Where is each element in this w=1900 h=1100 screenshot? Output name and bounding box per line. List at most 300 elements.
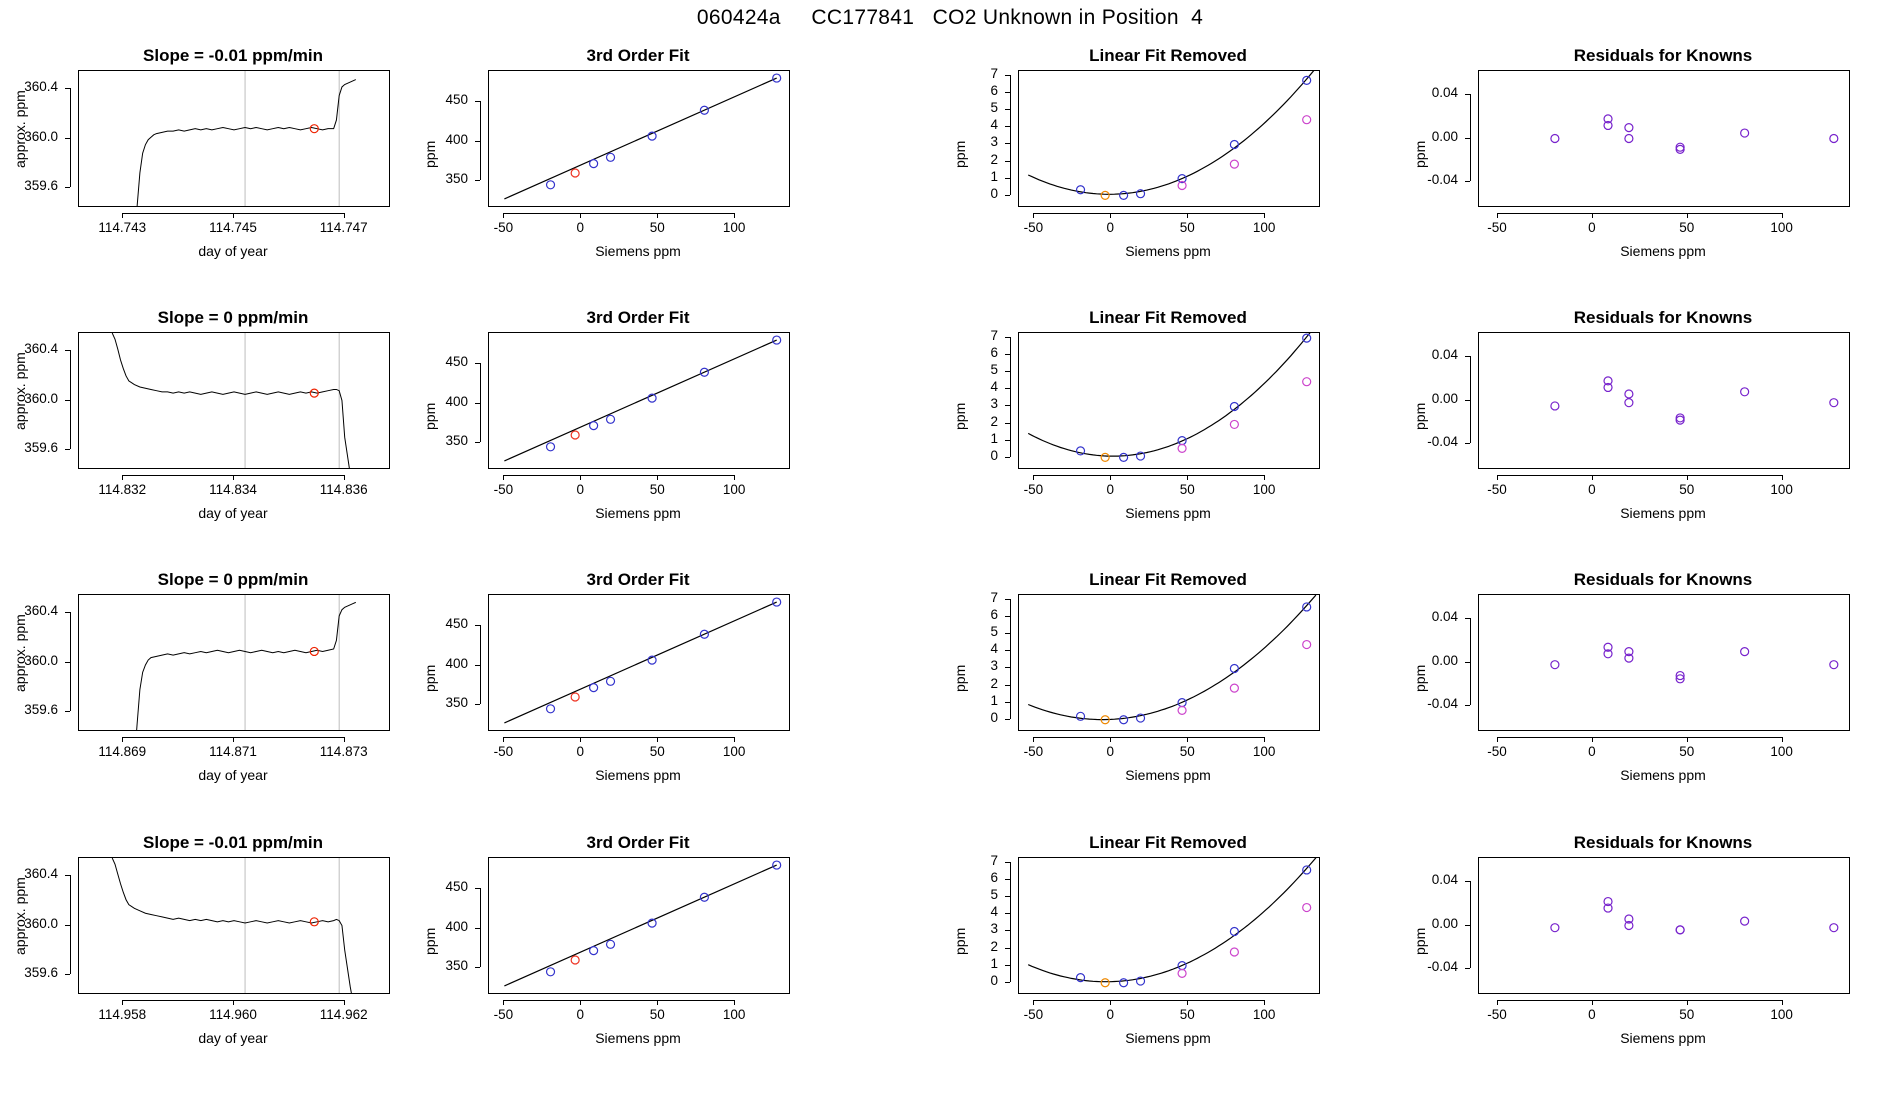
x-tick-mark — [122, 213, 123, 218]
y-tick-mark — [1005, 913, 1010, 914]
x-tick-label: 114.962 — [319, 1007, 368, 1022]
plot-area — [1018, 857, 1320, 994]
y-tick-mark — [1465, 662, 1470, 663]
y-tick-mark — [1465, 705, 1470, 706]
y-tick-label: 400 — [445, 655, 468, 671]
x-tick-mark — [503, 213, 504, 218]
y-axis-label: ppm — [422, 927, 438, 955]
x-axis-line — [503, 475, 734, 476]
x-tick-label: -50 — [493, 1007, 514, 1022]
chart-panel — [12, 570, 388, 795]
y-tick-label: 350 — [445, 432, 468, 448]
x-tick-label: -50 — [1023, 220, 1044, 235]
x-axis-label: Siemens ppm — [1125, 1030, 1211, 1046]
chart-title: Residuals for Knowns — [1573, 833, 1753, 852]
y-tick-mark — [1465, 968, 1470, 969]
y-tick-mark — [65, 449, 70, 450]
y-tick-mark — [1465, 181, 1470, 182]
x-tick-label: 100 — [1770, 744, 1793, 759]
chart-panel — [1412, 308, 1848, 533]
y-tick-mark — [1005, 896, 1010, 897]
x-tick-mark — [580, 1000, 581, 1005]
x-tick-mark — [1782, 1000, 1783, 1005]
x-axis-line — [1497, 213, 1782, 214]
y-axis-label: ppm — [952, 140, 968, 168]
y-tick-mark — [1465, 94, 1470, 95]
x-tick-label: 0 — [1588, 1007, 1596, 1022]
y-axis-label: ppm — [422, 664, 438, 692]
y-tick-label: 6 — [990, 870, 998, 886]
y-tick-label: 4 — [990, 379, 998, 395]
plot-area — [1018, 332, 1320, 469]
y-tick-label: 350 — [445, 694, 468, 710]
chart-panel — [422, 46, 788, 271]
y-axis-label: ppm — [952, 402, 968, 430]
x-tick-mark — [1782, 213, 1783, 218]
x-tick-label: 0 — [576, 1007, 585, 1022]
y-tick-label: 5 — [990, 887, 998, 903]
x-tick-label: -50 — [1023, 1007, 1044, 1022]
y-tick-label: 1 — [990, 692, 998, 708]
x-tick-mark — [580, 213, 581, 218]
y-tick-label: 2 — [990, 675, 998, 691]
plot-area — [78, 857, 390, 994]
chart-panel — [952, 570, 1318, 795]
y-axis-label: approx. ppm — [12, 613, 28, 692]
y-tick-mark — [1465, 618, 1470, 619]
y-tick-label: 0.00 — [1431, 390, 1458, 406]
y-tick-mark — [475, 625, 480, 626]
y-tick-label: 360.0 — [24, 915, 58, 931]
y-tick-label: 0.04 — [1431, 84, 1458, 100]
y-tick-mark — [65, 662, 70, 663]
x-axis-label: Siemens ppm — [1620, 505, 1706, 521]
x-tick-mark — [657, 1000, 658, 1005]
y-tick-mark — [1005, 965, 1010, 966]
y-tick-label: 3 — [990, 396, 998, 412]
y-tick-label: 360.0 — [24, 652, 58, 668]
y-axis-line — [480, 363, 481, 441]
y-tick-label: 1 — [990, 430, 998, 446]
x-tick-mark — [344, 475, 345, 480]
x-tick-mark — [503, 475, 504, 480]
x-tick-mark — [1782, 737, 1783, 742]
x-tick-label: 50 — [649, 482, 665, 497]
x-tick-mark — [1187, 737, 1188, 742]
y-axis-line — [70, 612, 71, 710]
y-tick-label: 3 — [990, 134, 998, 150]
y-tick-label: 359.6 — [24, 439, 58, 455]
chart-title: Residuals for Knowns — [1573, 308, 1753, 327]
y-tick-label: 7 — [990, 328, 998, 344]
y-axis-label: ppm — [1412, 927, 1428, 955]
x-tick-label: -50 — [493, 220, 514, 235]
y-tick-label: 2 — [990, 413, 998, 429]
y-tick-label: 6 — [990, 83, 998, 99]
y-tick-mark — [65, 400, 70, 401]
x-axis-line — [1033, 1000, 1264, 1001]
chart-title: Slope = 0 ppm/min — [157, 570, 309, 589]
y-axis-line — [480, 888, 481, 966]
plot-area — [1018, 70, 1320, 207]
chart-panel — [952, 833, 1318, 1058]
x-tick-mark — [1687, 213, 1688, 218]
x-tick-label: 100 — [722, 482, 746, 497]
y-axis-line — [480, 101, 481, 179]
y-tick-label: 0.04 — [1431, 871, 1458, 887]
chart-panel — [422, 570, 788, 795]
y-tick-label: 0.00 — [1431, 652, 1458, 668]
chart-title: 3rd Order Fit — [586, 570, 690, 589]
x-tick-mark — [1187, 475, 1188, 480]
page-title: 060424a CC177841 CO2 Unknown in Position 4 — [696, 6, 1204, 29]
chart-title: Linear Fit Removed — [1089, 308, 1247, 327]
y-tick-label: 360.0 — [24, 390, 58, 406]
y-tick-label: 3 — [990, 921, 998, 937]
x-tick-mark — [233, 475, 234, 480]
y-tick-label: 360.0 — [24, 128, 58, 144]
plot-area — [1478, 332, 1850, 469]
x-tick-mark — [1110, 475, 1111, 480]
x-tick-mark — [1592, 1000, 1593, 1005]
y-tick-mark — [475, 442, 480, 443]
plot-area — [78, 594, 390, 731]
y-axis-line — [1010, 862, 1011, 982]
chart-title: Slope = 0 ppm/min — [157, 308, 309, 327]
chart-panel — [1412, 46, 1848, 271]
chart-title: 3rd Order Fit — [586, 46, 690, 65]
y-tick-mark — [475, 403, 480, 404]
y-tick-label: -0.04 — [1427, 959, 1458, 975]
x-tick-mark — [1264, 213, 1265, 218]
y-tick-mark — [1005, 457, 1010, 458]
y-tick-mark — [1005, 109, 1010, 110]
y-tick-label: 4 — [990, 641, 998, 657]
x-axis-label: Siemens ppm — [595, 767, 681, 783]
x-axis-label: Siemens ppm — [1620, 767, 1706, 783]
plot-area — [1478, 594, 1850, 731]
x-tick-label: 0 — [576, 744, 585, 759]
plot-area — [488, 332, 790, 469]
y-tick-label: 3 — [990, 658, 998, 674]
y-tick-mark — [475, 101, 480, 102]
x-tick-label: 0 — [1106, 220, 1115, 235]
y-axis-label: ppm — [422, 402, 438, 430]
x-tick-label: 114.747 — [319, 220, 368, 235]
x-tick-mark — [734, 737, 735, 742]
y-axis-line — [1470, 356, 1471, 443]
x-tick-label: -50 — [1023, 744, 1044, 759]
x-tick-mark — [580, 737, 581, 742]
y-tick-label: 6 — [990, 607, 998, 623]
x-tick-mark — [1592, 213, 1593, 218]
y-tick-mark — [1005, 388, 1010, 389]
y-tick-label: 0.00 — [1431, 915, 1458, 931]
chart-title: Residuals for Knowns — [1573, 46, 1753, 65]
y-tick-label: 0.04 — [1431, 346, 1458, 362]
chart-title: Linear Fit Removed — [1089, 46, 1247, 65]
x-tick-label: 114.960 — [209, 1007, 257, 1022]
x-tick-mark — [503, 737, 504, 742]
x-axis-line — [1497, 475, 1782, 476]
y-tick-mark — [1005, 667, 1010, 668]
y-tick-label: 5 — [990, 624, 998, 640]
x-tick-label: 100 — [1252, 220, 1276, 235]
y-tick-mark — [1465, 400, 1470, 401]
y-tick-label: 450 — [445, 354, 468, 370]
y-axis-label: ppm — [1412, 402, 1428, 430]
x-tick-label: 50 — [1679, 220, 1695, 235]
y-tick-mark — [1005, 862, 1010, 863]
y-tick-mark — [475, 665, 480, 666]
y-tick-mark — [1005, 982, 1010, 983]
x-tick-label: 0 — [1588, 482, 1596, 497]
x-tick-mark — [1110, 213, 1111, 218]
plot-area — [1478, 70, 1850, 207]
x-tick-label: 114.958 — [98, 1007, 147, 1022]
y-axis-label: ppm — [422, 140, 438, 168]
y-tick-mark — [1005, 633, 1010, 634]
y-tick-label: 359.6 — [24, 701, 58, 717]
x-tick-mark — [1033, 737, 1034, 742]
y-tick-label: 6 — [990, 345, 998, 361]
x-tick-label: 100 — [1770, 482, 1793, 497]
y-tick-mark — [1005, 423, 1010, 424]
x-tick-mark — [344, 1000, 345, 1005]
x-axis-line — [503, 213, 734, 214]
y-tick-label: 1 — [990, 168, 998, 184]
y-tick-label: 360.4 — [24, 866, 58, 882]
chart-title: Slope = -0.01 ppm/min — [143, 833, 323, 852]
y-tick-label: 350 — [445, 170, 468, 186]
y-tick-mark — [1005, 930, 1010, 931]
y-axis-line — [1470, 881, 1471, 968]
x-tick-label: 114.834 — [209, 482, 257, 497]
y-tick-label: 0 — [990, 709, 998, 725]
y-tick-label: 400 — [445, 393, 468, 409]
chart-title: 3rd Order Fit — [586, 308, 690, 327]
y-tick-mark — [1465, 443, 1470, 444]
y-axis-line — [1010, 337, 1011, 457]
x-tick-label: 50 — [649, 1007, 665, 1022]
y-tick-label: 400 — [445, 131, 468, 147]
x-tick-mark — [233, 213, 234, 218]
x-tick-mark — [122, 737, 123, 742]
x-tick-mark — [580, 475, 581, 480]
x-tick-mark — [1687, 475, 1688, 480]
x-axis-label: Siemens ppm — [1125, 767, 1211, 783]
x-tick-mark — [344, 737, 345, 742]
x-tick-label: 114.871 — [209, 744, 257, 759]
y-tick-mark — [1005, 440, 1010, 441]
plot-area — [488, 70, 790, 207]
y-tick-mark — [1005, 178, 1010, 179]
y-tick-mark — [475, 180, 480, 181]
y-tick-mark — [1465, 925, 1470, 926]
y-axis-label: approx. ppm — [12, 351, 28, 430]
chart-panel — [1412, 570, 1848, 795]
plot-area — [78, 70, 390, 207]
y-tick-mark — [1005, 616, 1010, 617]
y-tick-mark — [1465, 881, 1470, 882]
y-tick-mark — [1005, 719, 1010, 720]
x-tick-mark — [1187, 213, 1188, 218]
x-axis-label: Siemens ppm — [595, 505, 681, 521]
x-tick-mark — [1497, 1000, 1498, 1005]
x-tick-label: 100 — [1252, 482, 1276, 497]
x-tick-label: 114.832 — [98, 482, 147, 497]
y-tick-mark — [1005, 685, 1010, 686]
y-tick-label: 0.04 — [1431, 608, 1458, 624]
x-tick-label: 50 — [1179, 1007, 1195, 1022]
plot-area — [488, 857, 790, 994]
x-axis-line — [1033, 475, 1264, 476]
x-tick-mark — [1033, 475, 1034, 480]
y-tick-mark — [65, 711, 70, 712]
y-tick-label: 0 — [990, 185, 998, 201]
chart-title: 3rd Order Fit — [586, 833, 690, 852]
x-axis-label: day of year — [198, 243, 268, 259]
x-tick-mark — [344, 213, 345, 218]
x-tick-label: 100 — [1770, 220, 1793, 235]
plot-area — [488, 594, 790, 731]
chart-panel — [952, 308, 1318, 533]
x-tick-label: 50 — [1679, 744, 1695, 759]
plot-area — [78, 332, 390, 469]
y-tick-mark — [1005, 354, 1010, 355]
y-tick-label: 1 — [990, 955, 998, 971]
x-tick-mark — [1782, 475, 1783, 480]
y-tick-mark — [1005, 126, 1010, 127]
chart-title: Slope = -0.01 ppm/min — [143, 46, 323, 65]
chart-title: Linear Fit Removed — [1089, 833, 1247, 852]
y-tick-mark — [65, 875, 70, 876]
x-tick-label: 114.743 — [98, 220, 147, 235]
x-axis-line — [1497, 737, 1782, 738]
x-axis-line — [503, 737, 734, 738]
x-axis-line — [1497, 1000, 1782, 1001]
y-tick-label: 2 — [990, 938, 998, 954]
x-axis-label: Siemens ppm — [1125, 243, 1211, 259]
y-tick-label: 4 — [990, 904, 998, 920]
y-axis-label: ppm — [1412, 140, 1428, 168]
y-tick-label: 359.6 — [24, 177, 58, 193]
chart-panel — [422, 308, 788, 533]
x-axis-line — [1033, 213, 1264, 214]
x-tick-label: 50 — [1179, 482, 1195, 497]
x-tick-mark — [1264, 737, 1265, 742]
y-axis-line — [70, 350, 71, 448]
y-tick-label: 7 — [990, 853, 998, 869]
x-tick-mark — [1033, 1000, 1034, 1005]
x-tick-label: 50 — [649, 220, 665, 235]
y-tick-label: 350 — [445, 957, 468, 973]
x-tick-mark — [1264, 475, 1265, 480]
chart-title: Linear Fit Removed — [1089, 570, 1247, 589]
y-tick-label: 360.4 — [24, 603, 58, 619]
y-tick-label: 360.4 — [24, 341, 58, 357]
x-tick-mark — [657, 475, 658, 480]
x-axis-label: day of year — [198, 505, 268, 521]
y-axis-line — [1010, 599, 1011, 719]
y-axis-line — [1470, 618, 1471, 705]
y-tick-mark — [65, 925, 70, 926]
y-tick-label: 360.4 — [24, 79, 58, 95]
x-tick-label: 100 — [722, 744, 746, 759]
y-tick-label: 0 — [990, 447, 998, 463]
x-tick-label: -50 — [1487, 482, 1507, 497]
y-tick-label: 0.00 — [1431, 128, 1458, 144]
plot-area — [1018, 594, 1320, 731]
chart-panel — [12, 308, 388, 533]
y-tick-mark — [475, 704, 480, 705]
y-tick-mark — [65, 612, 70, 613]
y-tick-mark — [65, 350, 70, 351]
x-tick-mark — [122, 475, 123, 480]
x-axis-label: Siemens ppm — [1620, 243, 1706, 259]
y-axis-line — [1010, 75, 1011, 195]
x-tick-mark — [1497, 213, 1498, 218]
x-tick-label: 50 — [1179, 744, 1195, 759]
x-tick-mark — [734, 213, 735, 218]
chart-title: Residuals for Knowns — [1573, 570, 1753, 589]
y-tick-label: 400 — [445, 918, 468, 934]
x-axis-label: Siemens ppm — [595, 1030, 681, 1046]
x-tick-label: 50 — [1679, 1007, 1695, 1022]
y-tick-mark — [1005, 948, 1010, 949]
x-tick-mark — [657, 737, 658, 742]
y-tick-mark — [475, 141, 480, 142]
y-axis-line — [1470, 94, 1471, 181]
y-tick-label: 7 — [990, 66, 998, 82]
x-axis-label: Siemens ppm — [1620, 1030, 1706, 1046]
x-tick-mark — [1033, 213, 1034, 218]
y-tick-mark — [1005, 75, 1010, 76]
x-tick-label: 100 — [1252, 1007, 1276, 1022]
y-tick-mark — [65, 974, 70, 975]
x-tick-label: -50 — [1023, 482, 1044, 497]
x-tick-label: -50 — [493, 744, 514, 759]
y-axis-label: ppm — [1412, 664, 1428, 692]
y-tick-mark — [65, 88, 70, 89]
y-tick-label: 7 — [990, 590, 998, 606]
x-tick-mark — [1187, 1000, 1188, 1005]
x-tick-mark — [1592, 737, 1593, 742]
chart-panel — [952, 46, 1318, 271]
x-tick-mark — [1687, 1000, 1688, 1005]
x-tick-label: 114.869 — [98, 744, 147, 759]
x-tick-label: 0 — [1106, 1007, 1115, 1022]
y-tick-mark — [475, 888, 480, 889]
y-tick-mark — [1005, 405, 1010, 406]
x-tick-label: 114.873 — [319, 744, 368, 759]
y-tick-mark — [475, 928, 480, 929]
y-tick-mark — [1005, 195, 1010, 196]
x-tick-mark — [657, 213, 658, 218]
y-tick-mark — [1005, 92, 1010, 93]
y-tick-mark — [1005, 143, 1010, 144]
x-tick-mark — [1497, 475, 1498, 480]
x-tick-label: -50 — [1487, 744, 1507, 759]
x-tick-label: 100 — [722, 1007, 746, 1022]
x-tick-label: 50 — [1179, 220, 1195, 235]
chart-panel — [12, 833, 388, 1058]
x-tick-mark — [122, 1000, 123, 1005]
y-tick-mark — [1465, 356, 1470, 357]
x-tick-mark — [503, 1000, 504, 1005]
x-tick-mark — [1264, 1000, 1265, 1005]
y-axis-label: approx. ppm — [12, 876, 28, 955]
